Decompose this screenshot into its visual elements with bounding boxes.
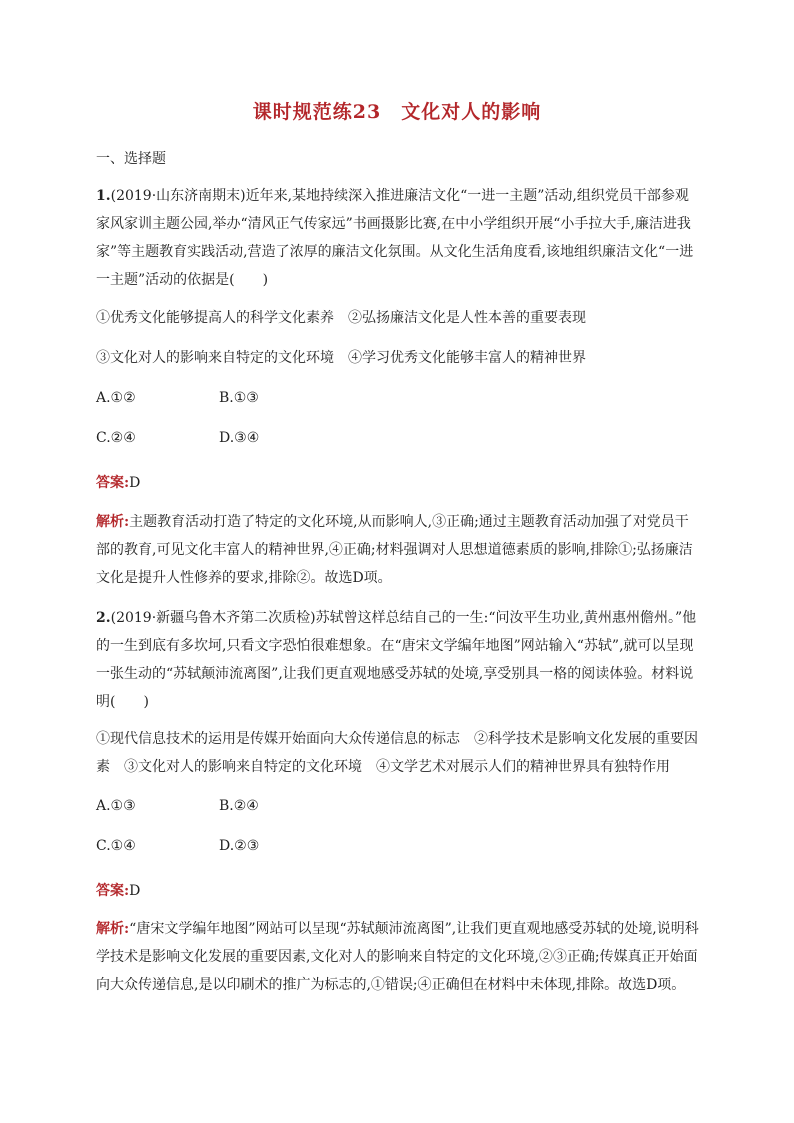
question-1-answer bbox=[96, 472, 140, 492]
explanation-label: 解析: bbox=[96, 514, 130, 530]
question-text: (2019·新疆乌鲁木齐第二次质检)苏轼曾这样总结自己的一生:“问汝平生功业,黄州惠州儋州。”他的一生到底有多坎坷,只看文字恐怕很难想象。在“唐宋文学编年地图”网站输入“苏轼”,就可以呈现一张生动的“苏轼颠沛流离图”,让我们更直观地感受苏轼的处境,享受别具一格的阅读体验。材料说明( ) bbox=[96, 610, 697, 710]
question-2-option-d: D.②③ bbox=[219, 838, 260, 854]
question-1-explanation bbox=[96, 508, 700, 592]
question-1-option-a: A.①② bbox=[96, 390, 136, 406]
explanation-text: “唐宋文学编年地图”网站可以呈现“苏轼颠沛流离图”,让我们更直观地感受苏轼的处境,说明科学技术是影响文化发展的重要因素,文化对人的影响来自特定的文化环境,②③正确;传媒真正开始面向大众传递信息,是以印刷术的推广为标志的,①错误;④正确但在材料中未体现,排除。故选D项。 bbox=[96, 921, 699, 993]
explanation-text: 主题教育活动打造了特定的文化环境,从而影响人,③正确;通过主题教育活动加强了对党员干部的教育,可见文化丰富人的精神世界,④正确;材料强调对人思想道德素质的影响,排除①;弘扬廉洁文化是提升人性修养的要求,排除②。故选D项。 bbox=[96, 514, 693, 586]
answer-value: D bbox=[129, 475, 141, 491]
question-2-stem bbox=[96, 604, 700, 716]
page-title: 课时规范练23 文化对人的影响 bbox=[252, 101, 542, 123]
question-1-option-d: D.③④ bbox=[219, 430, 260, 446]
section-heading: 一、选择题 bbox=[96, 151, 166, 167]
question-number: 2. bbox=[96, 610, 111, 626]
explanation-label: 解析: bbox=[96, 921, 130, 937]
answer-label: 答案: bbox=[96, 475, 130, 491]
question-number: 1. bbox=[96, 188, 111, 204]
question-1-option-b: B.①③ bbox=[219, 390, 259, 406]
answer-label: 答案: bbox=[96, 883, 130, 899]
question-1-option-c: C.②④ bbox=[96, 430, 136, 446]
question-2-statements: ①现代信息技术的运用是传媒开始面向大众传递信息的标志 ②科学技术是影响文化发展的重要因素 ③文化对人的影响来自特定的文化环境 ④文学艺术对展示人们的精神世界具有独特作用 bbox=[96, 731, 698, 775]
question-2-option-b: B.②④ bbox=[219, 798, 259, 814]
question-2-answer bbox=[96, 880, 140, 900]
question-1-statements-2: ③文化对人的影响来自特定的文化环境 ④学习优秀文化能够丰富人的精神世界 bbox=[96, 350, 586, 366]
question-2-explanation bbox=[96, 915, 700, 999]
question-text: (2019·山东济南期末)近年来,某地持续深入推进廉洁文化“一进一主题”活动,组织党员干部参观家风家训主题公园,举办“清风正气传家远”书画摄影比赛,在中小学组织开展“小手拉大手,廉洁进我家”等主题教育实践活动,营造了浓厚的廉洁文化氛围。从文化生活角度看,该地组织廉洁文化“一进一主题”活动的依据是( ) bbox=[96, 188, 694, 288]
answer-value: D bbox=[129, 883, 141, 899]
question-2-option-a: A.①③ bbox=[96, 798, 136, 814]
question-1-statements-1: ①优秀文化能够提高人的科学文化素养 ②弘扬廉洁文化是人性本善的重要表现 bbox=[96, 310, 586, 326]
question-2-option-c: C.①④ bbox=[96, 838, 136, 854]
question-1-stem bbox=[96, 182, 700, 294]
